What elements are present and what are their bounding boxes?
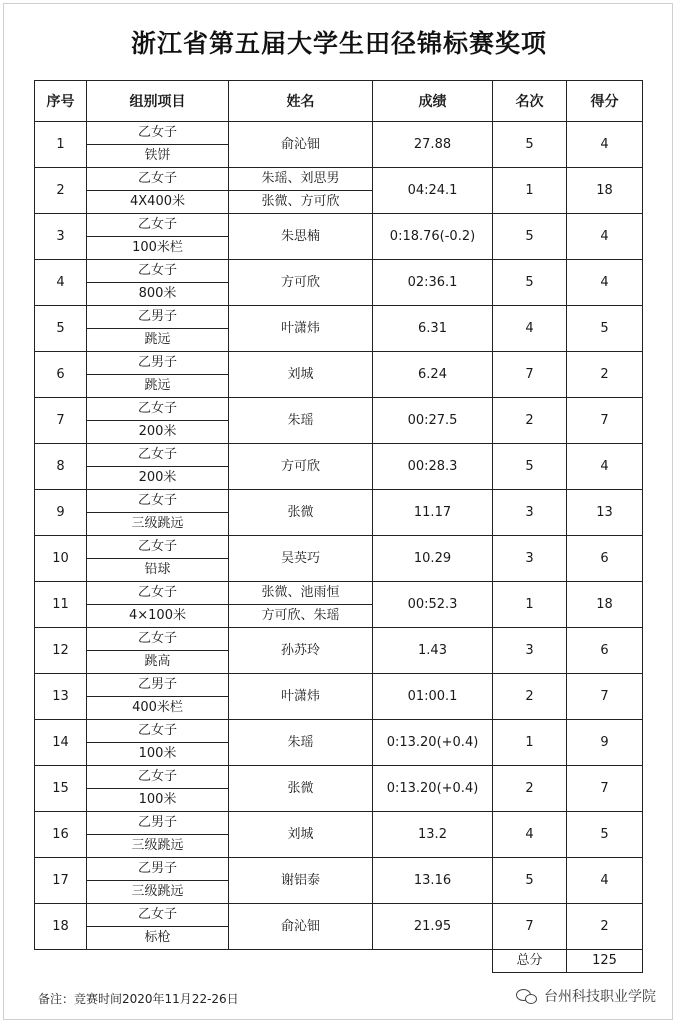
event-group: 乙男子 bbox=[87, 858, 228, 881]
event-name: 100米 bbox=[138, 746, 177, 761]
row-result: 11.17 bbox=[373, 490, 493, 536]
row-number: 5 bbox=[35, 306, 87, 352]
row-event bbox=[87, 444, 229, 490]
table-row bbox=[35, 352, 643, 398]
row-result: 13.16 bbox=[373, 858, 493, 904]
row-rank: 5 bbox=[493, 444, 567, 490]
athlete-name: 方可欣、朱瑶 bbox=[261, 608, 340, 623]
athlete-name: 刘城 bbox=[287, 366, 314, 382]
event-name: 铅球 bbox=[144, 562, 171, 577]
row-rank: 5 bbox=[493, 858, 567, 904]
event-name: 200米 bbox=[138, 470, 177, 485]
event-name: 800米 bbox=[138, 286, 177, 301]
event-name: 跳远 bbox=[144, 378, 171, 393]
athlete-name: 吴英巧 bbox=[280, 550, 320, 566]
row-score: 18 bbox=[567, 168, 643, 214]
row-rank: 4 bbox=[493, 812, 567, 858]
event-group: 乙女子 bbox=[87, 766, 228, 789]
table-row bbox=[35, 260, 643, 306]
results-table bbox=[34, 80, 643, 973]
row-athlete bbox=[229, 720, 373, 766]
row-score: 6 bbox=[567, 628, 643, 674]
table-row bbox=[35, 674, 643, 720]
row-event bbox=[87, 628, 229, 674]
event-name: 三级跳远 bbox=[131, 884, 184, 899]
event-name: 铁饼 bbox=[144, 148, 171, 163]
row-event bbox=[87, 674, 229, 720]
row-number: 18 bbox=[35, 904, 87, 950]
row-rank: 2 bbox=[493, 766, 567, 812]
event-group: 乙女子 bbox=[87, 168, 228, 191]
row-event bbox=[87, 858, 229, 904]
event-group: 乙女子 bbox=[87, 582, 228, 605]
row-number: 13 bbox=[35, 674, 87, 720]
athlete-name: 方可欣 bbox=[280, 458, 320, 474]
row-result: 02:36.1 bbox=[373, 260, 493, 306]
row-event bbox=[87, 812, 229, 858]
row-result: 04:24.1 bbox=[373, 168, 493, 214]
athlete-name: 俞沁钿 bbox=[280, 918, 320, 934]
document-title: 浙江省第五届大学生田径锦标赛奖项 bbox=[130, 29, 547, 58]
athlete-name: 张微、方可欣 bbox=[261, 194, 340, 209]
event-name: 100米栏 bbox=[132, 240, 183, 255]
row-score: 2 bbox=[567, 352, 643, 398]
row-athlete bbox=[229, 674, 373, 720]
row-number: 2 bbox=[35, 168, 87, 214]
header-name: 姓名 bbox=[229, 81, 373, 122]
header-event: 组别项目 bbox=[87, 81, 229, 122]
row-result: 21.95 bbox=[373, 904, 493, 950]
athlete-name: 朱瑶、刘思男 bbox=[229, 168, 372, 191]
event-group: 乙女子 bbox=[87, 490, 228, 513]
header-rank: 名次 bbox=[493, 81, 567, 122]
row-result: 0:13.20(+0.4) bbox=[373, 766, 493, 812]
row-score: 13 bbox=[567, 490, 643, 536]
row-score: 7 bbox=[567, 674, 643, 720]
row-athlete bbox=[229, 858, 373, 904]
row-number: 6 bbox=[35, 352, 87, 398]
table-row bbox=[35, 628, 643, 674]
row-rank: 1 bbox=[493, 720, 567, 766]
row-number: 1 bbox=[35, 122, 87, 168]
row-score: 5 bbox=[567, 306, 643, 352]
row-rank: 2 bbox=[493, 674, 567, 720]
row-result: 00:52.3 bbox=[373, 582, 493, 628]
row-athlete bbox=[229, 582, 373, 628]
row-rank: 3 bbox=[493, 536, 567, 582]
total-row bbox=[35, 950, 643, 973]
row-score: 4 bbox=[567, 260, 643, 306]
row-score: 5 bbox=[567, 812, 643, 858]
row-event bbox=[87, 398, 229, 444]
event-name: 标枪 bbox=[144, 930, 171, 945]
total-value: 125 bbox=[567, 950, 643, 973]
row-score: 2 bbox=[567, 904, 643, 950]
row-number: 3 bbox=[35, 214, 87, 260]
event-group: 乙女子 bbox=[87, 398, 228, 421]
event-name: 跳高 bbox=[144, 654, 171, 669]
row-rank: 2 bbox=[493, 398, 567, 444]
row-number: 14 bbox=[35, 720, 87, 766]
total-label: 总分 bbox=[493, 950, 567, 973]
row-athlete bbox=[229, 352, 373, 398]
row-score: 4 bbox=[567, 444, 643, 490]
athlete-name: 张微 bbox=[287, 504, 314, 520]
athlete-name: 张微、池雨恒 bbox=[229, 582, 372, 605]
athlete-name: 朱瑶 bbox=[287, 412, 314, 428]
row-rank: 1 bbox=[493, 582, 567, 628]
row-result: 13.2 bbox=[373, 812, 493, 858]
row-event bbox=[87, 904, 229, 950]
row-result: 01:00.1 bbox=[373, 674, 493, 720]
header-row bbox=[35, 81, 643, 122]
row-score: 9 bbox=[567, 720, 643, 766]
row-athlete bbox=[229, 904, 373, 950]
row-score: 7 bbox=[567, 398, 643, 444]
row-athlete bbox=[229, 306, 373, 352]
athlete-name: 孙苏玲 bbox=[280, 642, 320, 658]
row-athlete bbox=[229, 536, 373, 582]
row-athlete bbox=[229, 214, 373, 260]
row-result: 6.24 bbox=[373, 352, 493, 398]
row-number: 7 bbox=[35, 398, 87, 444]
row-athlete bbox=[229, 260, 373, 306]
event-name: 4×100米 bbox=[129, 608, 186, 623]
row-event bbox=[87, 306, 229, 352]
table-row bbox=[35, 168, 643, 214]
row-event bbox=[87, 352, 229, 398]
wechat-icon bbox=[516, 988, 538, 1004]
row-result: 00:27.5 bbox=[373, 398, 493, 444]
athlete-name: 俞沁钿 bbox=[280, 136, 320, 152]
athlete-name: 谢铝泰 bbox=[280, 872, 320, 888]
event-group: 乙男子 bbox=[87, 812, 228, 835]
row-event bbox=[87, 582, 229, 628]
row-number: 15 bbox=[35, 766, 87, 812]
row-result: 10.29 bbox=[373, 536, 493, 582]
row-number: 16 bbox=[35, 812, 87, 858]
row-rank: 3 bbox=[493, 628, 567, 674]
row-event bbox=[87, 260, 229, 306]
row-event bbox=[87, 536, 229, 582]
event-name: 三级跳远 bbox=[131, 516, 184, 531]
athlete-name: 叶潇炜 bbox=[280, 320, 320, 336]
athlete-name: 刘城 bbox=[287, 826, 314, 842]
row-result: 0:13.20(+0.4) bbox=[373, 720, 493, 766]
event-group: 乙男子 bbox=[87, 674, 228, 697]
table-row bbox=[35, 582, 643, 628]
row-result: 00:28.3 bbox=[373, 444, 493, 490]
event-group: 乙女子 bbox=[87, 536, 228, 559]
event-name: 跳远 bbox=[144, 332, 171, 347]
row-number: 8 bbox=[35, 444, 87, 490]
row-athlete bbox=[229, 812, 373, 858]
event-group: 乙女子 bbox=[87, 904, 228, 927]
table-row bbox=[35, 122, 643, 168]
table-row bbox=[35, 904, 643, 950]
row-score: 18 bbox=[567, 582, 643, 628]
header-result: 成绩 bbox=[373, 81, 493, 122]
table-row bbox=[35, 214, 643, 260]
event-group: 乙女子 bbox=[87, 214, 228, 237]
footnote: 备注：竞赛时间2020年11月22-26日 bbox=[38, 992, 239, 1006]
table-row bbox=[35, 766, 643, 812]
athlete-name: 朱瑶 bbox=[287, 734, 314, 750]
header-no: 序号 bbox=[35, 81, 87, 122]
row-rank: 4 bbox=[493, 306, 567, 352]
table-row bbox=[35, 858, 643, 904]
event-name: 400米栏 bbox=[132, 700, 183, 715]
row-rank: 3 bbox=[493, 490, 567, 536]
row-athlete bbox=[229, 122, 373, 168]
athlete-name: 张微 bbox=[287, 780, 314, 796]
row-rank: 7 bbox=[493, 352, 567, 398]
event-group: 乙女子 bbox=[87, 260, 228, 283]
row-result: 0:18.76(-0.2) bbox=[373, 214, 493, 260]
row-score: 4 bbox=[567, 858, 643, 904]
row-athlete bbox=[229, 398, 373, 444]
table-row bbox=[35, 444, 643, 490]
row-rank: 7 bbox=[493, 904, 567, 950]
row-number: 9 bbox=[35, 490, 87, 536]
row-athlete bbox=[229, 766, 373, 812]
watermark-text: 台州科技职业学院 bbox=[544, 989, 656, 1005]
table-row bbox=[35, 490, 643, 536]
table-row bbox=[35, 720, 643, 766]
event-group: 乙男子 bbox=[87, 306, 228, 329]
row-number: 11 bbox=[35, 582, 87, 628]
event-group: 乙女子 bbox=[87, 720, 228, 743]
row-athlete bbox=[229, 628, 373, 674]
row-number: 10 bbox=[35, 536, 87, 582]
event-group: 乙男子 bbox=[87, 352, 228, 375]
row-event bbox=[87, 490, 229, 536]
row-event bbox=[87, 122, 229, 168]
row-result: 1.43 bbox=[373, 628, 493, 674]
row-rank: 1 bbox=[493, 168, 567, 214]
row-number: 17 bbox=[35, 858, 87, 904]
athlete-name: 方可欣 bbox=[280, 274, 320, 290]
row-event bbox=[87, 214, 229, 260]
table-row bbox=[35, 306, 643, 352]
event-name: 100米 bbox=[138, 792, 177, 807]
row-rank: 5 bbox=[493, 122, 567, 168]
row-number: 4 bbox=[35, 260, 87, 306]
row-athlete bbox=[229, 490, 373, 536]
event-name: 三级跳远 bbox=[131, 838, 184, 853]
row-athlete bbox=[229, 168, 373, 214]
row-number: 12 bbox=[35, 628, 87, 674]
watermark bbox=[516, 986, 656, 1006]
row-athlete bbox=[229, 444, 373, 490]
event-name: 200米 bbox=[138, 424, 177, 439]
row-event bbox=[87, 766, 229, 812]
table-row bbox=[35, 398, 643, 444]
row-rank: 5 bbox=[493, 260, 567, 306]
header-score: 得分 bbox=[567, 81, 643, 122]
table-row bbox=[35, 812, 643, 858]
athlete-name: 朱思楠 bbox=[280, 228, 320, 244]
row-event bbox=[87, 168, 229, 214]
row-score: 4 bbox=[567, 122, 643, 168]
row-result: 27.88 bbox=[373, 122, 493, 168]
event-group: 乙女子 bbox=[87, 122, 228, 145]
event-name: 4X400米 bbox=[130, 194, 185, 209]
row-rank: 5 bbox=[493, 214, 567, 260]
row-score: 6 bbox=[567, 536, 643, 582]
event-group: 乙女子 bbox=[87, 628, 228, 651]
row-score: 4 bbox=[567, 214, 643, 260]
table-row bbox=[35, 536, 643, 582]
row-event bbox=[87, 720, 229, 766]
athlete-name: 叶潇炜 bbox=[280, 688, 320, 704]
event-group: 乙女子 bbox=[87, 444, 228, 467]
row-score: 7 bbox=[567, 766, 643, 812]
row-result: 6.31 bbox=[373, 306, 493, 352]
